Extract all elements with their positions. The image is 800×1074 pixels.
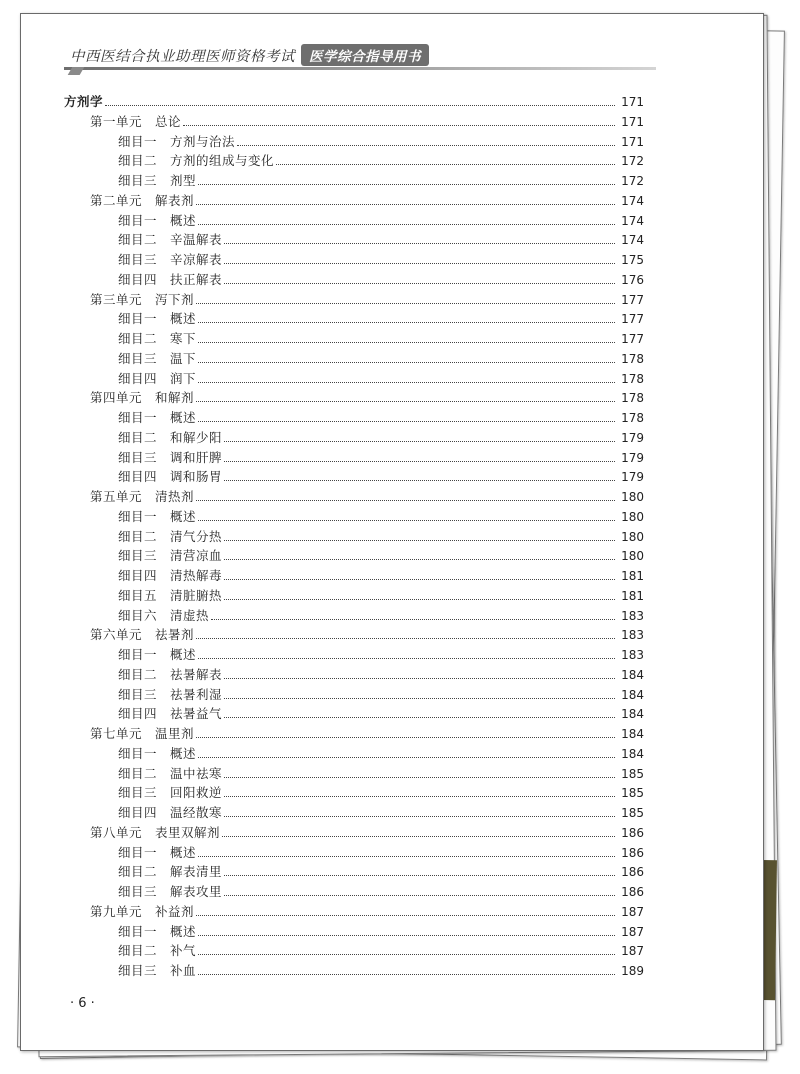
toc-entry-label: 第三单元 泻下剂 (90, 291, 195, 307)
toc-item-entry (64, 764, 644, 784)
toc-dot-leader (224, 461, 615, 462)
toc-unit-entry (64, 724, 644, 744)
toc-dot-leader (224, 717, 615, 718)
toc-entry-label: 细目一 概述 (118, 745, 197, 761)
toc-dot-leader (224, 263, 615, 264)
toc-entry-label: 细目二 解表清里 (118, 864, 223, 880)
toc-entry-page: 187 (621, 904, 644, 919)
toc-dot-leader (224, 777, 615, 778)
toc-entry-page: 186 (621, 825, 644, 840)
toc-dot-leader (224, 283, 615, 284)
toc-item-entry (64, 329, 644, 349)
toc-item-entry (64, 744, 644, 764)
toc-entry-page: 175 (621, 253, 644, 267)
toc-entry-page: 177 (621, 312, 644, 327)
toc-dot-leader (198, 184, 615, 185)
toc-item-entry (64, 171, 644, 191)
toc-entry-page: 184 (621, 687, 644, 702)
toc-item-entry (64, 230, 644, 250)
toc-unit-entry (64, 625, 644, 645)
toc-item-entry (64, 527, 644, 547)
toc-entry-label: 细目三 补血 (118, 963, 197, 978)
toc-dot-leader (198, 954, 615, 955)
toc-entry-page: 184 (621, 707, 644, 722)
toc-entry-label: 细目四 温经散寒 (118, 805, 223, 820)
toc-dot-leader (196, 737, 615, 738)
toc-item-entry (64, 783, 644, 803)
toc-entry-label: 细目五 清脏腑热 (118, 587, 223, 603)
toc-entry-label: 第六单元 祛暑剂 (90, 627, 195, 643)
toc-dot-leader (105, 105, 615, 106)
toc-entry-label: 细目一 方剂与治法 (118, 133, 236, 149)
running-header (70, 44, 429, 66)
toc-entry-label: 细目二 补气 (118, 943, 197, 959)
toc-entry-label: 细目一 概述 (118, 508, 197, 524)
toc-entry-label: 细目四 祛暑益气 (118, 706, 223, 722)
toc-entry-page: 186 (621, 845, 644, 860)
toc-dot-leader (224, 895, 615, 896)
toc-entry-page: 181 (621, 588, 644, 603)
toc-entry-label: 细目四 清热解毒 (118, 568, 223, 583)
toc-dot-leader (211, 619, 615, 620)
toc-entry-page: 183 (621, 628, 644, 643)
toc-item-entry (64, 270, 644, 290)
toc-item-entry (64, 211, 644, 231)
toc-item-entry (64, 349, 644, 369)
toc-dot-leader (198, 224, 615, 225)
toc-entry-label: 细目三 调和肝脾 (118, 449, 223, 465)
toc-item-entry (64, 704, 644, 724)
toc-item-entry (64, 250, 644, 270)
toc-entry-label: 细目四 润下 (118, 370, 197, 386)
toc-dot-leader (183, 125, 615, 126)
toc-dot-leader (198, 421, 615, 422)
toc-item-entry (64, 645, 644, 665)
toc-dot-leader (224, 599, 615, 600)
toc-entry-label: 细目六 清虚热 (118, 607, 210, 623)
toc-entry-page: 176 (621, 272, 644, 287)
toc-dot-leader (196, 500, 615, 501)
toc-entry-page: 183 (621, 648, 644, 662)
toc-entry-page: 174 (621, 213, 644, 228)
toc-item-entry (64, 862, 644, 882)
toc-unit-entry (64, 902, 644, 922)
toc-dot-leader (198, 520, 615, 521)
toc-entry-page: 178 (621, 351, 644, 366)
toc-item-entry (64, 685, 644, 705)
toc-dot-leader (198, 342, 615, 343)
toc-entry-label: 细目一 概述 (118, 923, 197, 939)
toc-entry-page: 183 (621, 608, 644, 623)
toc-item-entry (64, 941, 644, 961)
toc-entry-page: 180 (621, 490, 644, 504)
toc-dot-leader (224, 480, 615, 481)
toc-unit-entry (64, 112, 644, 132)
toc-dot-leader (196, 401, 615, 402)
toc-item-entry (64, 369, 644, 389)
toc-entry-page: 177 (621, 332, 644, 346)
toc-dot-leader (224, 243, 615, 244)
toc-dot-leader (222, 836, 615, 837)
toc-entry-page: 178 (621, 411, 644, 425)
toc-entry-label: 细目四 扶正解表 (118, 271, 223, 287)
toc-dot-leader (224, 579, 615, 580)
toc-dot-leader (224, 875, 615, 876)
toc-entry-label: 第二单元 解表剂 (90, 192, 195, 208)
toc-entry-label: 第九单元 补益剂 (90, 903, 195, 919)
toc-entry-label: 细目一 概述 (118, 844, 197, 860)
toc-dot-leader (198, 382, 615, 383)
toc-dot-leader (198, 322, 615, 323)
toc-dot-leader (224, 441, 615, 442)
toc-entry-label: 细目一 概述 (118, 212, 197, 228)
toc-entry-label: 细目一 概述 (118, 647, 197, 662)
toc-dot-leader (224, 540, 615, 541)
toc-unit-entry (64, 823, 644, 843)
toc-item-entry (64, 428, 644, 448)
toc-dot-leader (224, 796, 615, 797)
toc-entry-label: 细目二 清气分热 (118, 528, 223, 544)
toc-entry-page: 189 (621, 964, 644, 978)
toc-entry-label: 细目三 解表攻里 (118, 884, 223, 899)
toc-item-entry (64, 507, 644, 527)
toc-entry-page: 171 (621, 95, 644, 109)
toc-entry-page: 184 (621, 727, 644, 741)
toc-entry-label: 细目二 温中祛寒 (118, 765, 223, 781)
toc-item-entry (64, 606, 644, 626)
toc-dot-leader (198, 856, 615, 857)
toc-dot-leader (198, 757, 615, 758)
toc-dot-leader (198, 935, 615, 936)
toc-unit-entry (64, 388, 644, 408)
toc-item-entry (64, 132, 644, 152)
toc-entry-page: 184 (621, 667, 644, 682)
toc-entry-label: 第五单元 清热剂 (90, 489, 195, 504)
toc-unit-entry (64, 191, 644, 211)
header-title: 中西医结合执业助理医师资格考试 (70, 48, 295, 65)
toc-dot-leader (196, 915, 615, 916)
toc-dot-leader (196, 204, 615, 205)
toc-entry-page: 174 (621, 233, 644, 248)
toc-dot-leader (276, 164, 615, 165)
toc-dot-leader (198, 974, 615, 975)
toc-entry-page: 186 (621, 885, 644, 899)
toc-entry-label: 细目三 清营凉血 (118, 548, 223, 564)
toc-entry-label: 细目二 方剂的组成与变化 (118, 153, 275, 169)
toc-entry-label: 细目三 回阳救逆 (118, 785, 223, 801)
toc-item-entry (64, 922, 644, 942)
toc-dot-leader (198, 362, 615, 363)
toc-dot-leader (237, 145, 615, 146)
toc-dot-leader (224, 698, 615, 699)
toc-entry-label: 细目三 温下 (118, 350, 197, 366)
toc-item-entry (64, 586, 644, 606)
toc-entry-label: 方剂学 (64, 94, 104, 109)
toc-entry-page: 187 (621, 924, 644, 939)
toc-entry-label: 细目二 寒下 (118, 331, 197, 346)
toc-entry-page: 186 (621, 865, 644, 880)
toc-entry-page: 185 (621, 766, 644, 781)
toc-item-entry (64, 467, 644, 487)
toc-item-entry (64, 546, 644, 566)
header-badge: 医学综合指导用书 (301, 44, 429, 66)
toc-dot-leader (198, 658, 615, 659)
toc-item-entry (64, 151, 644, 171)
toc-dot-leader (224, 816, 615, 817)
toc-entry-page: 179 (621, 450, 644, 465)
toc-entry-page: 178 (621, 391, 644, 406)
toc-entry-page: 177 (621, 292, 644, 307)
toc-entry-page: 181 (621, 569, 644, 583)
toc-entry-page: 180 (621, 529, 644, 544)
toc-item-entry (64, 665, 644, 685)
toc-entry-page: 180 (621, 509, 644, 524)
toc-item-entry (64, 803, 644, 823)
toc-entry-label: 细目一 概述 (118, 410, 197, 425)
toc-entry-page: 185 (621, 786, 644, 801)
toc-entry-page: 172 (621, 154, 644, 169)
toc-dot-leader (196, 638, 615, 639)
toc-item-entry (64, 961, 644, 981)
toc-entry-page: 178 (621, 371, 644, 386)
toc-unit-entry (64, 290, 644, 310)
toc-entry-label: 第八单元 表里双解剂 (90, 824, 221, 840)
header-rule (64, 67, 656, 70)
toc-entry-page: 187 (621, 944, 644, 959)
toc-item-entry (64, 309, 644, 329)
toc-item-entry (64, 882, 644, 902)
toc-entry-page: 180 (621, 549, 644, 564)
toc-entry-label: 第七单元 温里剂 (90, 726, 195, 741)
toc-entry-page: 174 (621, 193, 644, 208)
toc-entry-page: 179 (621, 470, 644, 485)
toc-entry-label: 细目一 概述 (118, 311, 197, 327)
toc-dot-leader (224, 678, 615, 679)
toc-entry-page: 185 (621, 806, 644, 820)
toc-entry-label: 细目二 辛温解表 (118, 232, 223, 248)
toc-entry-page: 184 (621, 746, 644, 761)
toc-dot-leader (224, 559, 615, 560)
table-of-contents (64, 92, 644, 981)
toc-dot-leader (196, 303, 615, 304)
toc-entry-label: 细目四 调和肠胃 (118, 469, 223, 485)
toc-item-entry (64, 408, 644, 428)
toc-entry-label: 细目二 祛暑解表 (118, 666, 223, 682)
page-number: · 6 · (70, 996, 95, 1011)
toc-entry-page: 171 (621, 134, 644, 149)
toc-entry-page: 172 (621, 174, 644, 188)
toc-entry-label: 第一单元 总论 (90, 113, 182, 129)
toc-unit-entry (64, 487, 644, 507)
toc-entry-label: 细目三 辛凉解表 (118, 252, 223, 267)
toc-item-entry (64, 566, 644, 586)
toc-entry-label: 细目二 和解少阳 (118, 429, 223, 445)
toc-entry-label: 细目三 剂型 (118, 173, 197, 188)
toc-section-heading (64, 92, 644, 112)
toc-entry-page: 179 (621, 430, 644, 445)
toc-entry-label: 细目三 祛暑利湿 (118, 686, 223, 702)
toc-item-entry (64, 843, 644, 863)
toc-item-entry (64, 448, 644, 468)
toc-entry-page: 171 (621, 114, 644, 129)
toc-entry-label: 第四单元 和解剂 (90, 390, 195, 406)
